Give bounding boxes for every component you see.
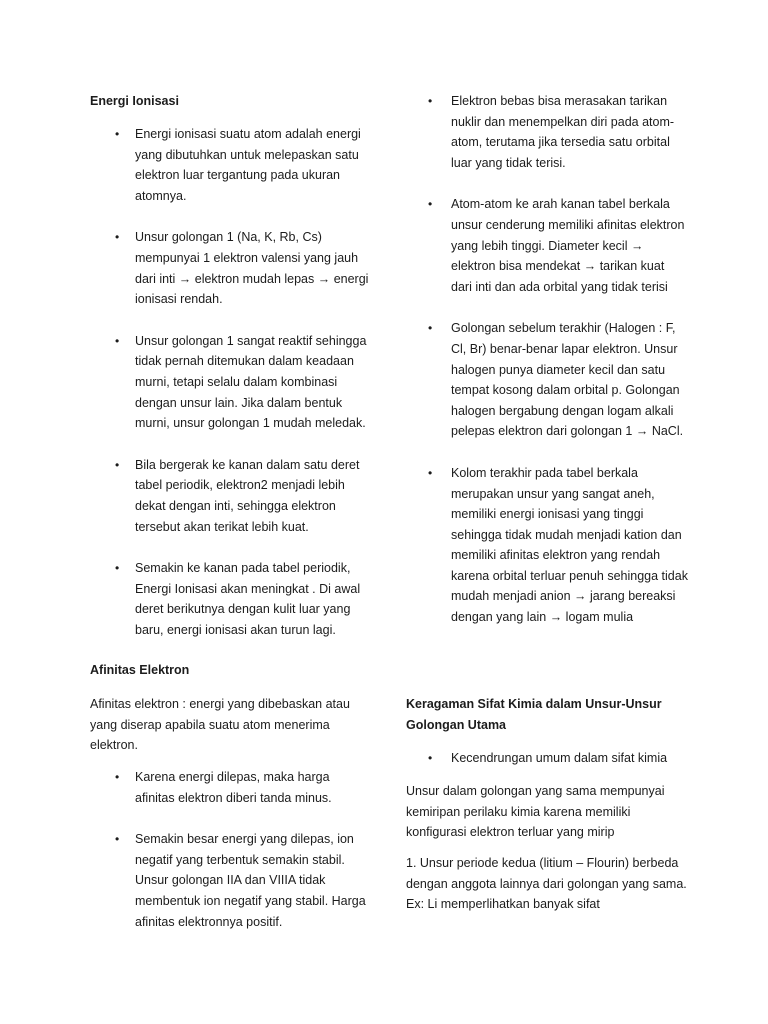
heading-afinitas-elektron: Afinitas Elektron <box>90 663 190 677</box>
list-item: • Energi ionisasi suatu atom adalah energi yang dibutuhkan untuk melepaskan satu elektron luar tergantung pada ukuran atomnya. <box>90 124 372 206</box>
afinitas-intro: Afinitas elektron : energi yang dibebaskan atau yang diserap apabila suatu atom menerima elektron. <box>90 697 350 753</box>
list-item: • Atom-atom ke arah kanan tabel berkala unsur cenderung memiliki afinitas elektron yang lebih tinggi. Diameter kecil → elektron bisa mendekat → tarikan kuat dari inti dan ada orbital yang tidak terisi <box>406 194 688 297</box>
list-item: • Kecendrungan umum dalam sifat kimia <box>406 748 688 769</box>
bullet-icon: • <box>115 561 120 576</box>
afinitas-continued-list <box>406 91 688 628</box>
list-item: • Bila bergerak ke kanan dalam satu deret tabel periodik, elektron2 menjadi lebih dekat dengan inti, sehingga elektron tersebut akan terikat lebih kuat. <box>90 455 372 537</box>
heading-energi-ionisasi: Energi Ionisasi <box>90 94 179 108</box>
bullet-icon: • <box>428 197 433 212</box>
bullet-icon: • <box>115 230 120 245</box>
list-item: • Semakin besar energi yang dilepas, ion negatif yang terbentuk semakin stabil. Unsur golongan IIA dan VIIIA tidak membentuk ion negatif yang stabil. Harga afinitas elektronnya positif. <box>90 829 372 932</box>
list-item: • Unsur golongan 1 sangat reaktif sehingga tidak pernah ditemukan dalam keadaan murni, tetapi selalu dalam kombinasi dengan unsur lain. Jika dalam bentuk murni, unsur golongan 1 mudah meledak. <box>90 331 372 434</box>
bullet-icon: • <box>115 333 120 348</box>
list-item: • Golongan sebelum terakhir (Halogen : F, Cl, Br) benar-benar lapar elektron. Unsur halogen punya diameter kecil dan satu tempat kosong dalam orbital p. Golongan halogen bergabung dengan logam alkali pelepas elektron dari golongan 1 → NaCl. <box>406 318 688 442</box>
list-item: • Unsur golongan 1 (Na, K, Rb, Cs) mempunyai 1 elektron valensi yang jauh dari inti → elektron mudah lepas → energi ionisasi rendah. <box>90 227 372 309</box>
bullet-icon: • <box>115 832 120 847</box>
energi-ionisasi-list <box>90 124 372 640</box>
bullet-icon: • <box>115 127 120 141</box>
bullet-icon: • <box>428 465 433 480</box>
keragaman-para-1: Unsur dalam golongan yang sama mempunyai kemiripan perilaku kimia karena memiliki konfigurasi elektron terluar yang mirip <box>406 784 665 840</box>
heading-keragaman: Keragaman Sifat Kimia dalam Unsur-Unsur Golongan Utama <box>406 697 662 732</box>
bullet-icon: • <box>428 751 433 765</box>
list-item: • Kolom terakhir pada tabel berkala merupakan unsur yang sangat aneh, memiliki energi ionisasi yang tinggi sehingga tidak mudah menjadi kation dan memiliki afinitas elektron yang rendah karena orbital terluar penuh sehingga tidak mudah menjadi anion → jarang bereaksi dengan yang lain → logam mulia <box>406 463 688 628</box>
keragaman-list <box>406 748 688 769</box>
list-item: • Karena energi dilepas, maka harga afinitas elektron diberi tanda minus. <box>90 767 372 808</box>
bullet-icon: • <box>428 94 433 108</box>
list-item: • Semakin ke kanan pada tabel periodik, Energi Ionisasi akan meningkat . Di awal deret berikutnya dengan kulit luar yang baru, energi ionisasi akan turun lagi. <box>90 558 372 640</box>
afinitas-list <box>90 767 372 932</box>
bullet-icon: • <box>115 457 120 472</box>
bullet-icon: • <box>428 321 433 336</box>
bullet-icon: • <box>115 770 120 784</box>
keragaman-para-2: 1. Unsur periode kedua (litium – Flourin) berbeda dengan anggota lainnya dari golongan yang sama. Ex: Li memperlihatkan banyak sifat <box>406 856 687 912</box>
list-item: • Elektron bebas bisa merasakan tarikan nuklir dan menempelkan diri pada atom-atom, terutama jika tersedia satu orbital luar yang tidak terisi. <box>406 91 688 173</box>
